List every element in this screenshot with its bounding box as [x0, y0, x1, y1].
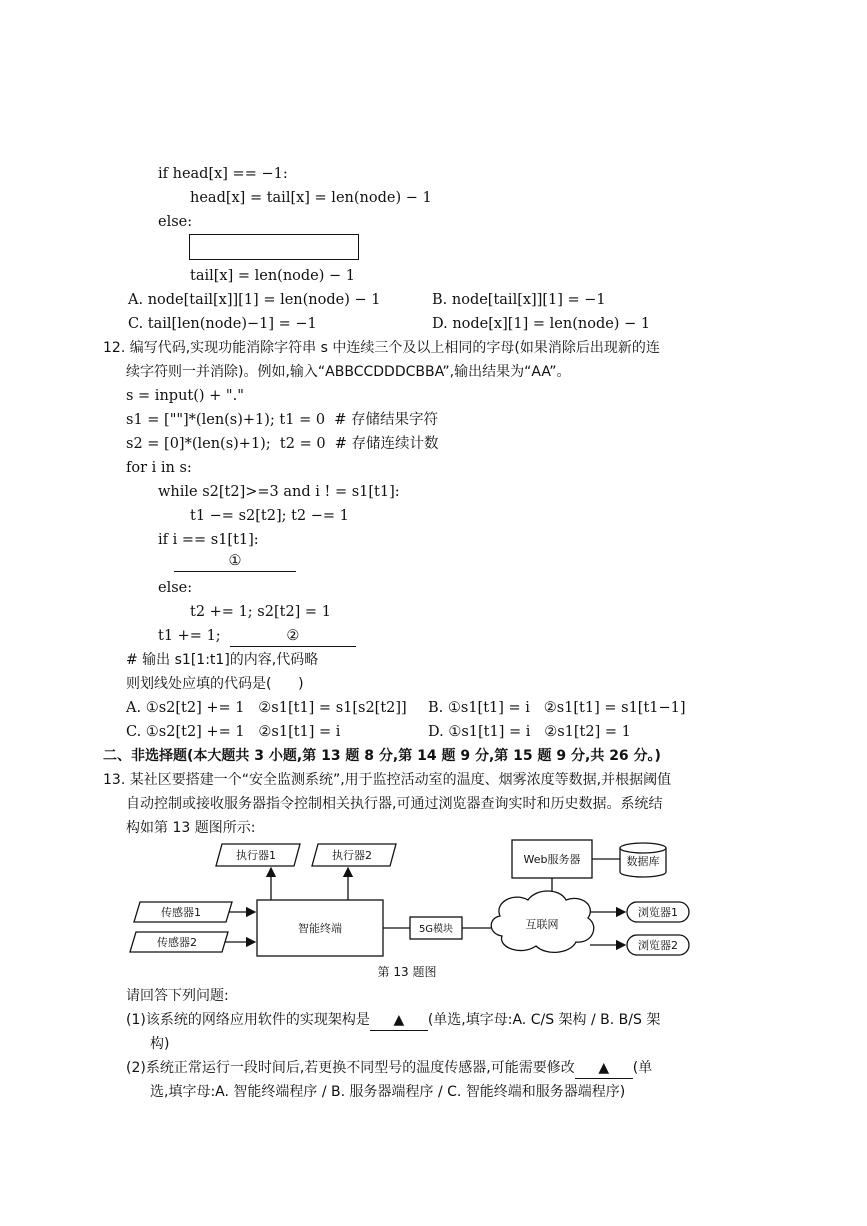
- q11-option-a: A. node[tail[x]][1] = len(node) − 1: [128, 292, 381, 308]
- 5g-module-label: 5G模块: [418, 924, 454, 935]
- q12-option-a: A. ①s2[t2] += 1 ②s1[t1] = s1[s2[t2]]: [126, 700, 407, 716]
- q12-question: 则划线处应填的代码是( ): [126, 676, 304, 692]
- q12-blank-2: ②: [230, 626, 356, 647]
- q11-option-d: D. node[x][1] = len(node) − 1: [432, 316, 651, 332]
- q12-stem-line1: 12. 编写代码,实现功能消除字符串 s 中连续三个及以上相同的字母(如果消除后出现新的连: [103, 340, 660, 356]
- q12-code-10: t1 += 1;: [158, 628, 221, 644]
- q12-blank-1: ①: [174, 551, 296, 572]
- q13-part2-line: [126, 1058, 652, 1079]
- q13-part2-text-b: (单: [632, 1060, 653, 1076]
- q13-system-diagram: [0, 830, 867, 990]
- q13-part1-line: [126, 1010, 660, 1031]
- q12-code-11: # 输出 s1[1:t1]的内容,代码略: [126, 652, 319, 668]
- actuator2-label: 执行器2: [332, 849, 372, 862]
- code-line-head-assign: head[x] = tail[x] = len(node) − 1: [190, 190, 432, 206]
- q13-part1-text-a: (1)该系统的网络应用软件的实现架构是: [126, 1012, 370, 1028]
- q13-prompt: 请回答下列问题:: [126, 988, 229, 1004]
- code-line-tail-assign: tail[x] = len(node) − 1: [190, 268, 356, 284]
- q12-code-4: for i in s:: [126, 460, 192, 476]
- q12-option-c: C. ①s2[t2] += 1 ②s1[t1] = i: [126, 724, 341, 740]
- q13-part1-text-b: (单选,填字母:A. C/S 架构 / B. B/S 架: [427, 1012, 661, 1028]
- q12-code-3: s2 = [0]*(len(s)+1); t2 = 0 # 存储连续计数: [126, 436, 439, 452]
- diagram-caption: 第 13 题图: [377, 965, 437, 979]
- q12-blank-1-line: [174, 551, 296, 572]
- q13-stem-line2: 自动控制或接收服务器指令控制相关执行器,可通过浏览器查询实时和历史数据。系统结: [126, 796, 663, 812]
- section-2-heading: 二、非选择题(本大题共 3 小题,第 13 题 8 分,第 14 题 9 分,第 15 题 9 分,共 26 分。): [103, 748, 661, 764]
- q13-stem-line1: 13. 某社区要搭建一个“安全监测系统”,用于监控活动室的温度、烟雾浓度等数据,并根据阈值: [103, 772, 672, 788]
- q13-part1-text-c: 构): [150, 1036, 170, 1052]
- q12-code-5: while s2[t2]>=3 and i ! = s1[t1]:: [158, 484, 400, 500]
- q12-code-2: s1 = [""]*(len(s)+1); t1 = 0 # 存储结果字符: [126, 412, 439, 428]
- browser2-label: 浏览器2: [638, 939, 678, 952]
- sensor2-label: 传感器2: [157, 936, 197, 949]
- q12-option-b: B. ①s1[t1] = i ②s1[t1] = s1[t1−1]: [428, 700, 686, 716]
- q12-option-d: D. ①s1[t1] = i ②s1[t2] = 1: [428, 724, 631, 740]
- q12-code-6: t1 −= s2[t2]; t2 −= 1: [190, 508, 349, 524]
- internet-label: 互联网: [525, 918, 559, 931]
- database-label: 数据库: [626, 855, 660, 868]
- q12-code-10-line: [158, 626, 356, 647]
- q13-stem-line3: 构如第 13 题图所示:: [126, 820, 256, 836]
- q12-stem-line2: 续字符则一并消除)。例如,输入“ABBCCDDDCBBA”,输出结果为“AA”。: [126, 364, 571, 380]
- web-server-label: Web服务器: [523, 853, 581, 866]
- code-line-else: else:: [158, 214, 193, 230]
- q13-part2-blank: ▲: [575, 1058, 633, 1079]
- terminal-label: 智能终端: [298, 922, 342, 935]
- q12-code-8: else:: [158, 580, 193, 596]
- code-line-if-head: if head[x] == −1:: [158, 166, 288, 182]
- q13-part2-text-c: 选,填字母:A. 智能终端程序 / B. 服务器端程序 / C. 智能终端和服务器端程序): [150, 1084, 626, 1100]
- q13-part2-text-a: (2)系统正常运行一段时间后,若更换不同型号的温度传感器,可能需要修改: [126, 1060, 575, 1076]
- sensor1-label: 传感器1: [161, 906, 201, 919]
- q11-option-c: C. tail[len(node)−1] = −1: [128, 316, 317, 332]
- q13-part1-blank: ▲: [370, 1010, 428, 1031]
- q12-code-7: if i == s1[t1]:: [158, 532, 259, 548]
- q12-code-9: t2 += 1; s2[t2] = 1: [190, 604, 331, 620]
- actuator1-label: 执行器1: [236, 849, 276, 862]
- answer-box: [189, 234, 359, 260]
- browser1-label: 浏览器1: [638, 906, 678, 919]
- q12-code-1: s = input() + ".": [126, 388, 244, 404]
- q11-option-b: B. node[tail[x]][1] = −1: [432, 292, 606, 308]
